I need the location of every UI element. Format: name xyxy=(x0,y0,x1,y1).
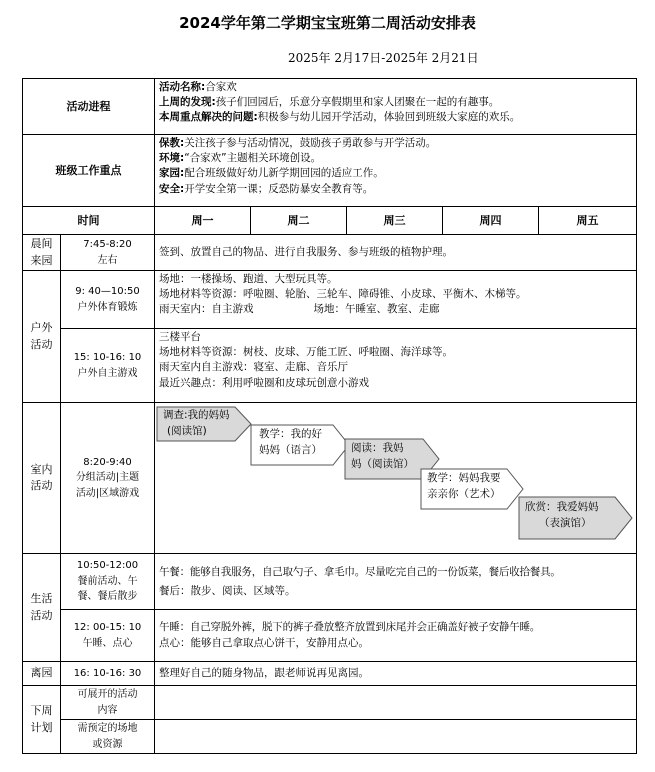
outdoor-content-2 xyxy=(155,329,637,403)
flow-step-1: 调查:我的妈妈 (阅读馆) xyxy=(163,409,230,437)
schedule-table xyxy=(22,78,637,754)
indoor-time: 8:20-9:40 分组活动|主题 活动|区域游戏 xyxy=(61,403,155,554)
progress-label: 活动进程 xyxy=(23,79,155,135)
focus-problem-key: 本周重点解决的问题: xyxy=(159,111,258,124)
class-focus-label: 班级工作重点 xyxy=(23,135,155,207)
last-week-key: 上周的发现: xyxy=(159,96,216,109)
arrival-side-label: 晨间 来园 xyxy=(23,235,61,271)
class-focus-cell xyxy=(155,135,637,207)
life-content-2 xyxy=(155,610,637,662)
outdoor-side-label: 户外 活动 xyxy=(23,271,61,403)
day-header-tue: 周二 xyxy=(251,207,347,235)
activity-name-key: 活动名称: xyxy=(159,81,206,93)
next-week-side-label: 下周 计划 xyxy=(23,686,61,754)
focus-problem: 积极参与幼儿园开学活动，体验回到班级大家庭的欢乐。 xyxy=(257,111,521,124)
leave-content: 整理好自己的随身物品，跟老师说再见离园。 xyxy=(155,662,637,686)
leave-time: 16: 10-16: 30 xyxy=(61,662,155,686)
day-header-thu: 周四 xyxy=(443,207,539,235)
focus-key: 环境: xyxy=(159,152,185,165)
next-week-resources-content xyxy=(155,720,637,754)
flow-step-5: 欣赏：我爱妈妈 （表演馆） xyxy=(525,501,599,529)
arrival-content: 签到、放置自己的物品、进行自我服务、参与班级的植物护理。 xyxy=(155,235,637,271)
life-line: 午餐：能够自我服务，自己取勺子、拿毛巾。尽量吃完自己的一份饭菜，餐后收拾餐具。 xyxy=(159,565,561,578)
life-line: 午睡：自己穿脱外裤，脱下的裤子叠放整齐放置到床尾并会正确盖好被子安静午睡。 xyxy=(159,621,541,634)
next-week-activities-label: 可展开的活动 内容 xyxy=(61,686,155,720)
focus-value: 配合班级做好幼儿新学期回园的适应工作。 xyxy=(184,167,384,180)
outdoor-line: 雨天室内：自主游戏 xyxy=(159,303,254,316)
focus-value: “合家欢”主题相关环境创设。 xyxy=(184,152,322,165)
outdoor-line: 场地：午睡室、教室、走廊 xyxy=(313,303,440,316)
focus-key: 安全: xyxy=(159,182,185,195)
flow-step-4: 教学：妈妈我要 亲亲你（艺术） xyxy=(427,472,501,500)
focus-key: 家园: xyxy=(159,167,185,180)
outdoor-time-1: 9: 40—10:50 户外体育锻炼 xyxy=(61,271,155,329)
outdoor-line: 三楼平台 xyxy=(159,331,201,343)
last-week-finding: 孩子们回园后，乐意分享假期里和家人团聚在一起的有趣事。 xyxy=(215,96,500,109)
focus-value: 开学安全第一课；反恐防暴安全教育等。 xyxy=(184,182,374,195)
life-line: 餐后：散步、阅读、区域等。 xyxy=(159,584,296,597)
flow-step-3: 阅读：我妈 妈（阅读馆） xyxy=(351,442,414,470)
progress-cell xyxy=(155,79,637,135)
outdoor-line: 场地材料等资源：树枝、皮球、万能工匠、呼啦圈、海洋球等。 xyxy=(159,346,453,359)
time-header: 时间 xyxy=(23,207,155,235)
focus-value: 关注孩子参与活动情况，鼓励孩子勇敢参与开学活动。 xyxy=(184,137,437,149)
outdoor-line: 最近兴趣点：利用呼啦圈和皮球玩创意小游戏 xyxy=(159,376,369,389)
life-line: 点心：能够自己拿取点心饼干，安静用点心。 xyxy=(159,636,369,649)
page-title: 2024学年第二学期宝宝班第二周活动安排表 xyxy=(179,14,476,32)
flow-step-2: 教学：我的好 妈妈（语言） xyxy=(259,428,322,456)
date-range: 2025年 2月17日-2025年 2月21日 xyxy=(288,51,479,65)
indoor-flow xyxy=(155,403,637,554)
life-time-1: 10:50-12:00 餐前活动、午 餐、餐后散步 xyxy=(61,554,155,610)
day-header-fri: 周五 xyxy=(539,207,637,235)
leave-side-label: 离园 xyxy=(23,662,61,686)
life-content-1 xyxy=(155,554,637,610)
day-header-mon: 周一 xyxy=(155,207,251,235)
focus-key: 保教: xyxy=(159,137,185,149)
outdoor-content-1 xyxy=(155,271,637,329)
day-header-wed: 周三 xyxy=(347,207,443,235)
arrival-time: 7:45-8:20 左右 xyxy=(61,235,155,271)
next-week-resources-label: 需预定的场地 或资源 xyxy=(61,720,155,754)
outdoor-line: 雨天室内自主游戏：寝室、走廊、音乐厅 xyxy=(159,361,348,374)
outdoor-time-2: 15: 10-16: 10 户外自主游戏 xyxy=(61,329,155,403)
indoor-side-label: 室内 活动 xyxy=(23,403,61,554)
life-time-2: 12: 00-15: 10 午睡、点心 xyxy=(61,610,155,662)
outdoor-line: 场地：一楼操场、跑道、大型玩具等。 xyxy=(159,273,338,285)
activity-name: 合家欢 xyxy=(205,81,237,93)
next-week-activities-content xyxy=(155,686,637,720)
life-side-label: 生活 活动 xyxy=(23,554,61,662)
outdoor-line: 场地材料等资源：呼啦圈、轮胎、三轮车、障碍锥、小皮球、平衡木、木梯等。 xyxy=(159,288,527,301)
